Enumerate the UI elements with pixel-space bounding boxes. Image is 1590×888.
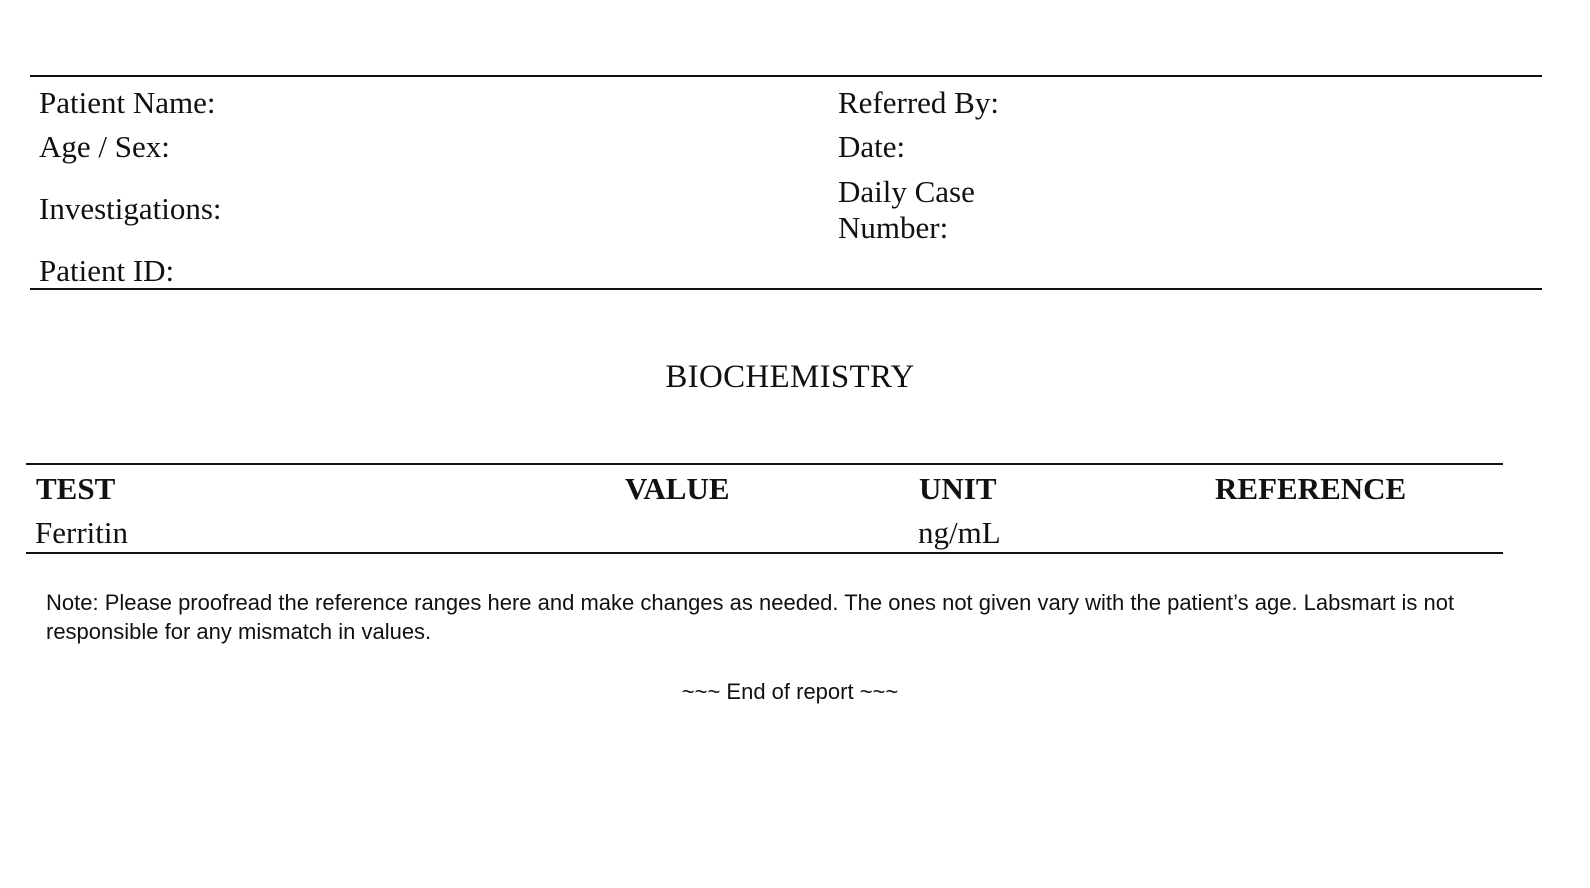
results-table (26, 463, 1503, 554)
row-unit: ng/mL (918, 515, 1001, 550)
header-value: VALUE (625, 471, 730, 506)
referred-by-label: Referred By: (838, 85, 999, 120)
daily-case-number-label: Daily Case Number: (838, 174, 975, 245)
date-label: Date: (838, 129, 906, 164)
investigations-label: Investigations: (39, 191, 222, 226)
end-of-report: ~~~ End of report ~~~ (681, 679, 899, 704)
section-title: BIOCHEMISTRY (665, 359, 915, 395)
patient-info-block (30, 75, 1542, 290)
patient-id-label: Patient ID: (39, 253, 175, 288)
patient-name-label: Patient Name: (39, 85, 216, 120)
header-reference: REFERENCE (1215, 471, 1407, 506)
header-unit: UNIT (919, 471, 997, 506)
proofread-note: Note: Please proofread the reference ranges here and make changes as needed. The ones not given vary with the patient’s age. Labsmart is not responsible for any mismatch in values. (46, 590, 1455, 644)
row-test: Ferritin (35, 515, 128, 550)
header-test: TEST (36, 471, 116, 506)
age-sex-label: Age / Sex: (39, 129, 170, 164)
